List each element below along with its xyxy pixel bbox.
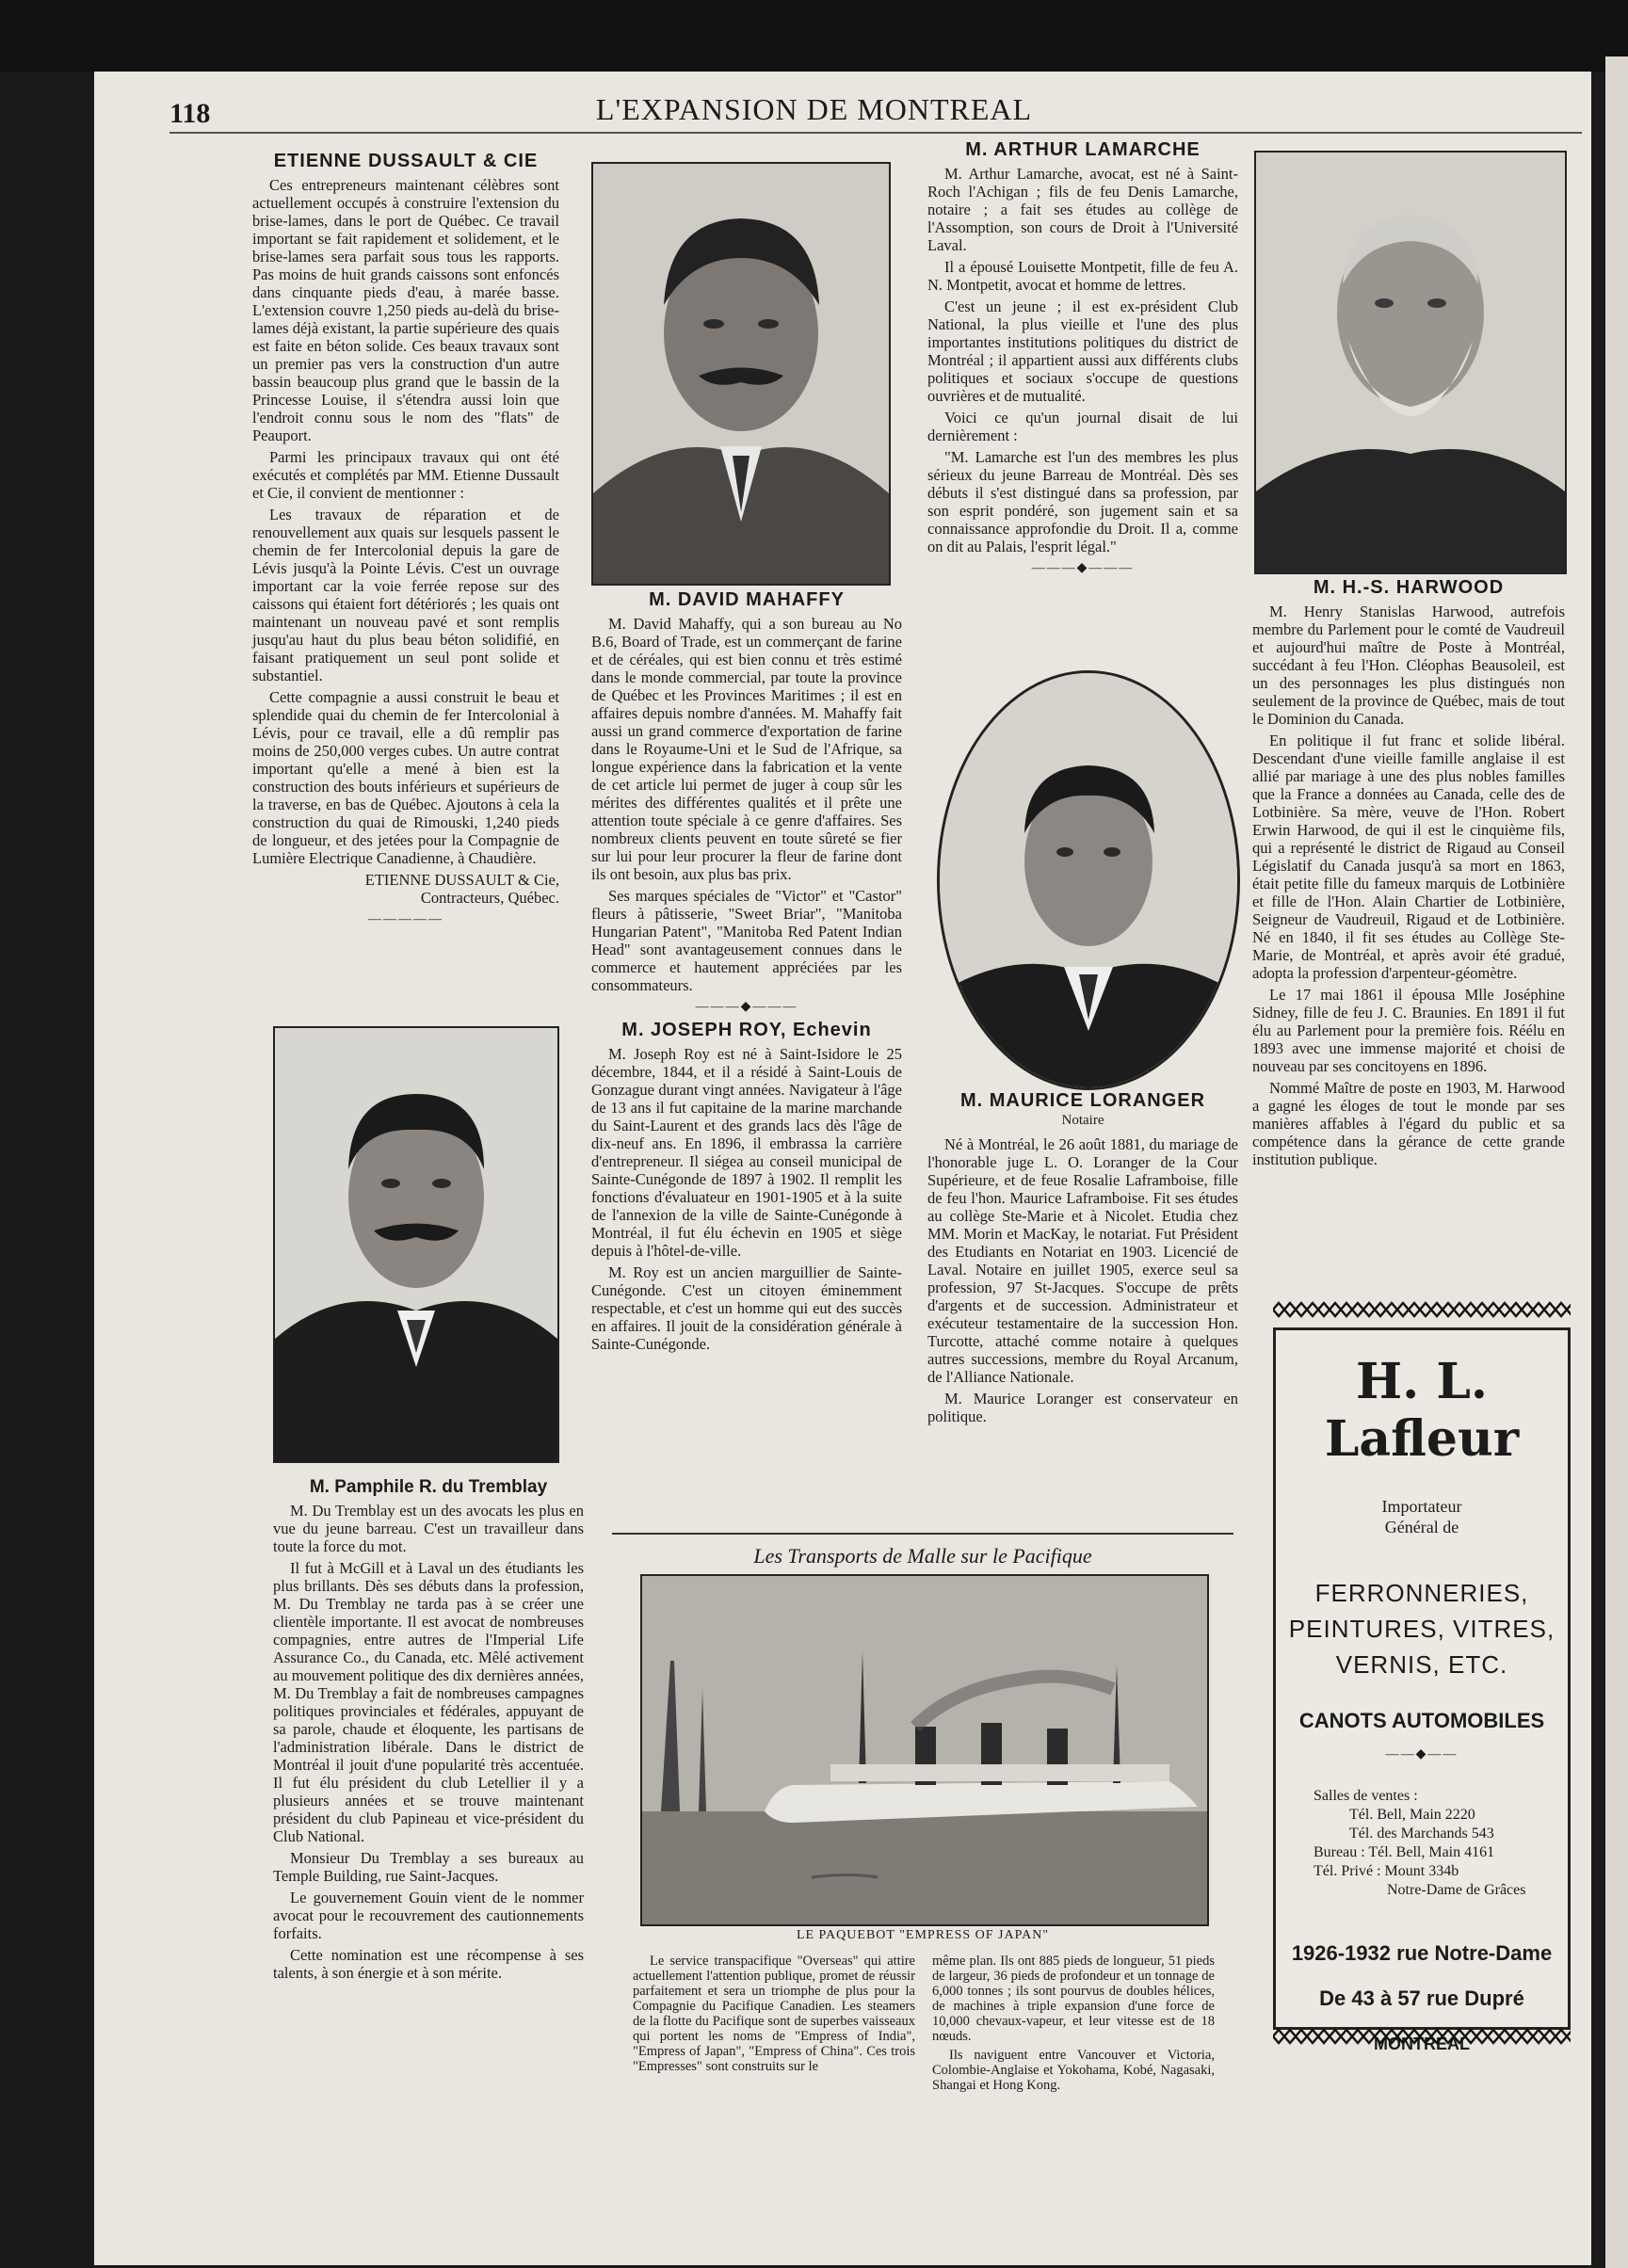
lamarche-paragraph: Il a épousé Louisette Montpetit, fille de feu A. N. Montpetit, avocat et homme de lettres. (927, 258, 1238, 294)
ad-address: De 43 à 57 rue Dupré (1319, 1987, 1524, 2010)
transports-title: Les Transports de Malle sur le Pacifique (753, 1544, 1092, 1568)
roy-paragraph: M. Joseph Roy est né à Saint-Isidore le 25 décembre, 1844, et il a résidé à Saint-Louis de Gonzague durant vingt années. Navigateur à l'âge de 13 ans il fut capitaine de la marine marchande du Saint-Laurent et des grands lacs dès l'âge de dix-neuf ans. En 1896, il embrassa la carrière d'entrepreneur. Il siégea au conseil municipal de Sainte-Cunégonde de 1897 à 1902. Il remplit les fonctions d'évaluateur en 1901-1905 et à la suite de l'annexion de la ville de Sainte-Cunégonde à Montréal, il fut élu échevin en 1905 et siège depuis à l'hôtel-de-ville. (591, 1045, 902, 1260)
loranger-caption: M. MAURICE LORANGER (959, 1090, 1206, 1111)
dussault-article (252, 153, 559, 934)
ad-address: 1926-1932 rue Notre-Dame (1291, 1941, 1553, 1965)
dussault-paragraph: Cette compagnie a aussi construit le beau et splendide quai du chemin de fer Intercolonial à Lévis, pour ce travail, elle a dû remplir pas moins de 250,000 verges cubes. Un autre contrat important qu'elle a mené à bien est la construction des bouts inférieurs et supérieurs de la traverse, en bas de Québec. Ajoutons à cela la construction du quai de Rimouski, 1,240 pieds de longueur, et des jetées pour la Compagnie de Lumière Electrique Canadienne, à Chaudière. (252, 688, 559, 867)
ad-line: Importateur (1381, 1497, 1462, 1516)
mahaffy-paragraph: M. David Mahaffy, qui a son bureau au No B.6, Board of Trade, est un commerçant de farine et de céréales, qui est bien connu et très estimé dans le monde commercial, par toute la province de Québec et les Provinces Maritimes ; il est en affaires depuis nombre d'années. M. Mahaffy fait aussi un grand commerce d'exportation de farine dans le Royaume-Uni et le Sud de l'Afrique, sa longue expérience dans la fabrication et la vente de cet article lui permet de juger à coup sûr les mérites des différentes qualités et il prête une attention toute spéciale à ce genre d'affaires. Ses nombreux clients peuvent en toute sûreté se fier sur lui pour leur procurer la fleur de farine dont ils ont besoin, aux plus bas prix. (591, 615, 902, 883)
section-divider: ————— (368, 912, 443, 926)
roy-heading: M. JOSEPH ROY, Echevin (621, 1020, 872, 1040)
ad-ornament-top (1273, 1301, 1571, 1318)
ad-company-name: H. L. Lafleur (1324, 1353, 1520, 1468)
loranger-portrait (937, 670, 1240, 1090)
ad-goods: FERRONNERIES, (1314, 1579, 1529, 1607)
dussault-signature-2: Contracteurs, Québec. (420, 889, 559, 907)
harwood-paragraph: En politique il fut franc et solide libéral. Descendant d'une vieille famille anglaise il est allié par mariage à une des plus nobles familles que la France a données au Canada, celle des de Lotbinière. Sa mère, veuve de l'Hon. Robert Erwin Harwood, de qui il est le cinquième fils, qui a représenté le district de Rigaud au Conseil Législatif du Canada jusqu'à sa mort en 1863, était petite fille du fameux marquis de Lotbinière et fille de l'Hon. Alain Chartier de Lotbinière, Seigneur de Vaudreuil, Rigaud et de Lotbinière. Né en 1840, il fit ses études au Collège Ste-Marie, de Montréal, et après avoir été gradué, adopta la profession d'arpenteur-géomètre. (1252, 732, 1565, 982)
dussault-signature-1: ETIENNE DUSSAULT & Cie, (364, 871, 559, 889)
harwood-caption: M. H.-S. HARWOOD (1313, 577, 1505, 598)
transports-paragraph: Ils naviguent entre Vancouver et Victoria, Colombie-Anglaise et Yokohama, Kobé, Nagasaki, Shangai et Hong Kong. (932, 2048, 1215, 2093)
ad-divider: ——◆—— (1385, 1747, 1459, 1761)
ad-boats: CANOTS AUTOMOBILES (1298, 1709, 1545, 1732)
ad-tel: Tél. Bell, Main 2220 (1349, 1807, 1475, 1823)
tremblay-caption: M. Pamphile R. du Tremblay (309, 1477, 548, 1497)
scan-right-edge (1605, 56, 1628, 2268)
lamarche-heading: M. ARTHUR LAMARCHE (965, 139, 1201, 160)
mahaffy-article (591, 591, 902, 1357)
mahaffy-portrait (591, 162, 891, 586)
ad-sales: Salles de ventes : (1314, 1788, 1418, 1804)
tremblay-paragraph: Monsieur Du Tremblay a ses bureaux au Temple Building, rue Saint-Jacques. (273, 1849, 584, 1885)
dussault-paragraph: Ces entrepreneurs maintenant célèbres sont actuellement occupés à construire l'extension du brise-lames, dans le port de Québec. Ce travail important se fait rapidement et solidement, et le brise-lames sera parfait sous tous les rapports. Pas moins de huit grands caissons sont enfoncés dans cinquante pieds d'eau, à marée basse. L'extension couvre 1,250 pieds au-delà du brise-lames déjà existant, la partie supérieure des quais est faite en béton solide. Ces beaux travaux sont un premier pas vers la construction d'un autre bassin beaucoup plus grand que le bassin de la Princesse Louise, il s'étendra aussi loin que l'endroit connu sous le nom des "flats" de Peauport. (252, 176, 559, 444)
lafleur-advertisement (1273, 1327, 1571, 2030)
ship-photo-caption: LE PAQUEBOT "EMPRESS OF JAPAN" (796, 1928, 1050, 1942)
scan-top-margin (0, 0, 1628, 72)
ad-line: Général de (1384, 1518, 1459, 1536)
running-title: L'EXPANSION DE MONTREAL (595, 92, 1033, 126)
tremblay-article (273, 1478, 584, 1986)
dussault-heading: ETIENNE DUSSAULT & CIE (273, 151, 539, 171)
ship-photo (640, 1574, 1209, 1926)
section-divider: ———◆——— (1031, 561, 1135, 575)
ad-goods: PEINTURES, VITRES, (1288, 1615, 1555, 1643)
ad-prive: Tél. Privé : Mount 334b (1314, 1863, 1459, 1879)
tremblay-portrait (273, 1026, 559, 1463)
mahaffy-caption: M. DAVID MAHAFFY (649, 589, 845, 610)
ad-bureau: Bureau : Tél. Bell, Main 4161 (1314, 1844, 1495, 1860)
dussault-paragraph: Les travaux de réparation et de renouvellement aux quais sur lesquels passent le chemin de fer Intercolonial depuis la gare de Lévis jusqu'à la Pointe Lévis. C'est un ouvrage important car la voie ferrée repose sur des caissons qui étaient fort détériorés ; les quais ont maintenant un nouveau pavé et sont remplis jusqu'au haut du plus beau béton solidifié, en faisant pratiquement un seul pont solide et substantiel. (252, 506, 559, 684)
loranger-article (927, 1092, 1238, 1429)
harwood-paragraph: Nommé Maître de poste en 1903, M. Harwood a gagné les éloges de tout le monde par ses manières affables à l'égard du public et sa compétence dans la gérance de cette grande institution publique. (1252, 1079, 1565, 1168)
lamarche-paragraph: Voici ce qu'un journal disait de lui dernièrement : (927, 409, 1238, 444)
tremblay-paragraph: Cette nomination est une récompense à ses talents, à son énergie et à son mérite. (273, 1946, 584, 1982)
tremblay-paragraph: Le gouvernement Gouin vient de le nommer avocat pour le recouvrement des cautionnements forfaits. (273, 1889, 584, 1942)
lamarche-paragraph: C'est un jeune ; il est ex-président Club National, la plus vieille et l'une des plus importantes institutions politiques du district de Montréal ; il appartient aussi aux différents clubs politiques et sociaux s'occupe de questions ouvrières et de mutualité. (927, 298, 1238, 405)
mahaffy-paragraph: Ses marques spéciales de "Victor" et "Castor" fleurs à pâtisserie, "Sweet Briar", "Manitoba Hungarian Patent", "Manitoba Red Patent Indian Head" sont avantageusement connues dans le commerce et hautement appréciées par les consommateurs. (591, 887, 902, 994)
harwood-paragraph: Le 17 mai 1861 il épousa Mlle Joséphine Sidney, fille de feu J. C. Braunies. En 1891 il fut élu au Parlement pour la première fois. Réélu en 1893 avec une immense majorité et choisi de nouveau par ses concitoyens en 1896. (1252, 986, 1565, 1075)
roy-paragraph: M. Roy est un ancien marguillier de Sainte-Cunégonde. C'est un citoyen éminemment respectable, et c'est un homme qui eut des succès en affaires. Il jouit de la considération générale à Sainte-Cunégonde. (591, 1263, 902, 1353)
loranger-subtitle: Notaire (1061, 1113, 1104, 1128)
lamarche-paragraph: M. Arthur Lamarche, avocat, est né à Saint-Roch l'Achigan ; fils de feu Denis Lamarche, notaire ; a fait ses études au collège de l'Assomption, son cours de Droit à l'Université Laval. (927, 165, 1238, 254)
transports-text-left (633, 1954, 915, 2078)
ad-tel: Tél. des Marchands 543 (1349, 1826, 1494, 1842)
loranger-paragraph: Né à Montréal, le 26 août 1881, du mariage de l'honorable juge L. O. Loranger de la Cour Supérieure, et de feue Rosalie Laframboise, fille de feu l'hon. Maurice Laframboise. Fit ses études au collège Ste-Marie et à Nicolet. Etudia chez MM. Morin et MacKay, le notariat. Fut Président des Etudiants en Notariat en 1903. Licencié de Laval. Notaire en juillet 1905, exerce seul sa profession, 97 St-Jacques. S'occupe de prêts d'argents et de succession. Administrateur et exécuteur testamentaire de la succession Hon. Turcotte, attaché comme notaire à quelques autres successions, membre du Royal Arcanum, de l'Alliance Nationale. (927, 1135, 1238, 1386)
ad-goods: VERNIS, ETC. (1335, 1650, 1508, 1679)
loranger-paragraph: M. Maurice Loranger est conservateur en politique. (927, 1390, 1238, 1425)
ad-prive: Notre-Dame de Grâces (1387, 1882, 1526, 1898)
header-rule (169, 132, 1582, 134)
dussault-paragraph: Parmi les principaux travaux qui ont été exécutés et complétés par MM. Etienne Dussault et Cie, il convient de mentionner : (252, 448, 559, 502)
transports-paragraph: même plan. Ils ont 885 pieds de longueur, 51 pieds de largeur, 36 pieds de profondeur et un tonnage de 6,000 tonnes ; ils sont pourvus de doubles hélices, de machines à triple expansion d'une force de 10,000 chevaux-vapeur, et leur vitesse est de 18 nœuds. (932, 1954, 1215, 2044)
harwood-article (1252, 579, 1565, 1172)
transports-paragraph: Le service transpacifique "Overseas" qui attire actuellement l'attention publique, promet de réussir parfaitement et sera un triomphe de plus pour la Compagnie du Pacifique Canadien. Les steamers de la flotte du Pacifique sont de superbes vaisseaux qui portent les noms de "Empress of India", "Empress of Japan", "Empress of China". Ces trois "Empresses" sont construits sur le (633, 1954, 915, 2074)
harwood-portrait (1254, 151, 1567, 574)
section-divider: ———◆——— (695, 1000, 798, 1014)
lamarche-article (927, 141, 1238, 583)
tremblay-paragraph: M. Du Tremblay est un des avocats les plus en vue du jeune barreau. C'est un travailleur dans toute la force du mot. (273, 1502, 584, 1555)
ad-ornament-bottom (1273, 2028, 1571, 2045)
tremblay-paragraph: Il fut à McGill et à Laval un des étudiants les plus brillants. Dès ses débuts dans la profession, M. Du Tremblay ne tarda pas à se créer une clientèle importante. Il est avocat de nombreuses compagnies, entre autres de l'Imperial Life Assurance Co., du Canada, etc. Mêlé activement au mouvement politique des dix dernières années, M. Du Tremblay a fait de nombreuses campagnes politiques provinciales et fédérales, appuyant de sa parole, chaude et éloquente, les partisans de l'administration libérale. Dans le district de Montréal il jouit d'une popularité très accentuée. Il fut élu président du club Letellier il y a plusieurs années et se trouve maintenant président du club Papineau et vice-président du Club National. (273, 1559, 584, 1845)
section-rule (612, 1533, 1233, 1535)
page-number: 118 (169, 98, 211, 129)
harwood-paragraph: M. Henry Stanislas Harwood, autrefois membre du Parlement pour le comté de Vaudreuil et aujourd'hui maître de Poste à Montréal, succédant à feu l'Hon. Cléophas Beausoleil, est un des personnages les plus distingués non seulement de la province de Québec, mais de tout le Dominion du Canada. (1252, 603, 1565, 728)
lamarche-paragraph: "M. Lamarche est l'un des membres les plus sérieux du jeune Barreau de Montréal. Dès ses débuts il s'est distingué dans sa profession, par son esprit pondéré, son jugement sain et sa connaissance approfondie du Droit. Il a, comme on dit au Palais, l'esprit légal." (927, 448, 1238, 555)
transports-text-right (932, 1954, 1215, 2097)
